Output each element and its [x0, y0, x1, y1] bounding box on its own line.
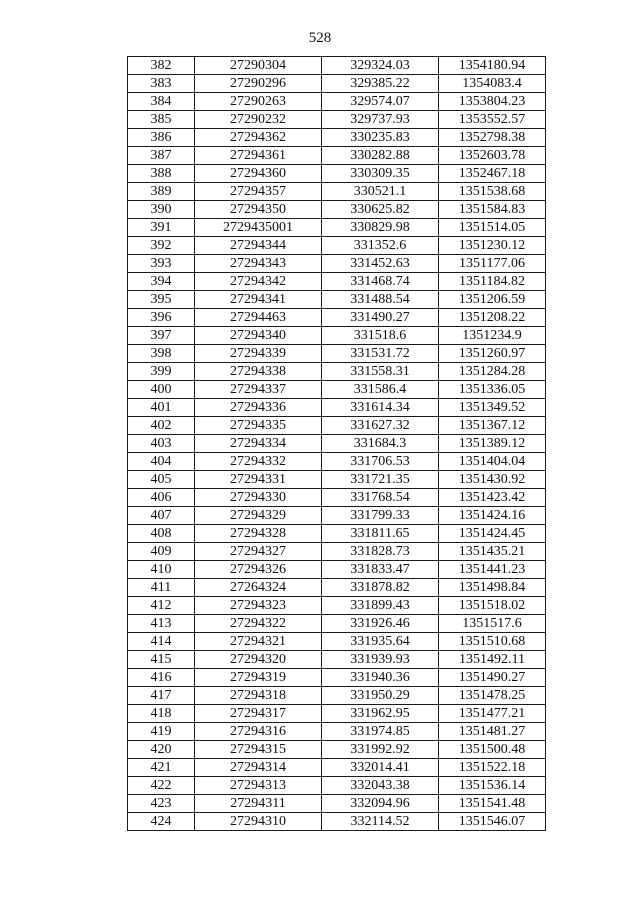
table-row [128, 741, 546, 759]
x-coordinate-cell: 331586.4 [322, 381, 439, 399]
y-coordinate-cell: 1351206.59 [439, 291, 546, 309]
table-row [128, 381, 546, 399]
y-coordinate-cell: 1351230.12 [439, 237, 546, 255]
y-coordinate-cell: 1351389.12 [439, 435, 546, 453]
point-id-cell: 27294341 [195, 291, 322, 309]
x-coordinate-cell: 330309.35 [322, 165, 439, 183]
point-id-cell: 27290232 [195, 111, 322, 129]
row-number-cell: 422 [128, 777, 195, 795]
row-number-cell: 408 [128, 525, 195, 543]
point-id-cell: 27294337 [195, 381, 322, 399]
y-coordinate-cell: 1352603.78 [439, 147, 546, 165]
x-coordinate-cell: 331627.32 [322, 417, 439, 435]
row-number-cell: 415 [128, 651, 195, 669]
row-number-cell: 416 [128, 669, 195, 687]
y-coordinate-cell: 1351424.45 [439, 525, 546, 543]
x-coordinate-cell: 332014.41 [322, 759, 439, 777]
table-row [128, 507, 546, 525]
y-coordinate-cell: 1351538.68 [439, 183, 546, 201]
point-id-cell: 27294313 [195, 777, 322, 795]
table-row [128, 777, 546, 795]
x-coordinate-cell: 331452.63 [322, 255, 439, 273]
table-row [128, 219, 546, 237]
row-number-cell: 399 [128, 363, 195, 381]
x-coordinate-cell: 331939.93 [322, 651, 439, 669]
row-number-cell: 421 [128, 759, 195, 777]
row-number-cell: 386 [128, 129, 195, 147]
row-number-cell: 383 [128, 75, 195, 93]
x-coordinate-cell: 331950.29 [322, 687, 439, 705]
y-coordinate-cell: 1354083.4 [439, 75, 546, 93]
row-number-cell: 410 [128, 561, 195, 579]
y-coordinate-cell: 1351517.6 [439, 615, 546, 633]
x-coordinate-cell: 330521.1 [322, 183, 439, 201]
y-coordinate-cell: 1352467.18 [439, 165, 546, 183]
table-row [128, 399, 546, 417]
table-row [128, 615, 546, 633]
x-coordinate-cell: 329574.07 [322, 93, 439, 111]
table-row [128, 111, 546, 129]
row-number-cell: 392 [128, 237, 195, 255]
table-row [128, 417, 546, 435]
y-coordinate-cell: 1351184.82 [439, 273, 546, 291]
y-coordinate-cell: 1351260.97 [439, 345, 546, 363]
table-row [128, 489, 546, 507]
x-coordinate-cell: 331352.6 [322, 237, 439, 255]
row-number-cell: 400 [128, 381, 195, 399]
y-coordinate-cell: 1351430.92 [439, 471, 546, 489]
point-id-cell: 27294322 [195, 615, 322, 633]
table-row [128, 795, 546, 813]
y-coordinate-cell: 1351367.12 [439, 417, 546, 435]
row-number-cell: 402 [128, 417, 195, 435]
x-coordinate-cell: 331974.85 [322, 723, 439, 741]
row-number-cell: 409 [128, 543, 195, 561]
point-id-cell: 27294311 [195, 795, 322, 813]
x-coordinate-cell: 331878.82 [322, 579, 439, 597]
point-id-cell: 27294350 [195, 201, 322, 219]
x-coordinate-cell: 331926.46 [322, 615, 439, 633]
y-coordinate-cell: 1351477.21 [439, 705, 546, 723]
point-id-cell: 27294329 [195, 507, 322, 525]
point-id-cell: 27294314 [195, 759, 322, 777]
table-row [128, 255, 546, 273]
row-number-cell: 407 [128, 507, 195, 525]
table-row [128, 309, 546, 327]
row-number-cell: 417 [128, 687, 195, 705]
table-row [128, 687, 546, 705]
point-id-cell: 27294361 [195, 147, 322, 165]
x-coordinate-cell: 330829.98 [322, 219, 439, 237]
point-id-cell: 27294321 [195, 633, 322, 651]
x-coordinate-cell: 331558.31 [322, 363, 439, 381]
row-number-cell: 393 [128, 255, 195, 273]
y-coordinate-cell: 1351518.02 [439, 597, 546, 615]
point-id-cell: 27294331 [195, 471, 322, 489]
point-id-cell: 27294332 [195, 453, 322, 471]
y-coordinate-cell: 1351546.07 [439, 813, 546, 831]
row-number-cell: 419 [128, 723, 195, 741]
table-row [128, 165, 546, 183]
table-row [128, 471, 546, 489]
row-number-cell: 384 [128, 93, 195, 111]
x-coordinate-cell: 331706.53 [322, 453, 439, 471]
x-coordinate-cell: 331962.95 [322, 705, 439, 723]
row-number-cell: 398 [128, 345, 195, 363]
point-id-cell: 27294319 [195, 669, 322, 687]
x-coordinate-cell: 331935.64 [322, 633, 439, 651]
point-id-cell: 27294317 [195, 705, 322, 723]
y-coordinate-cell: 1351522.18 [439, 759, 546, 777]
y-coordinate-cell: 1351478.25 [439, 687, 546, 705]
y-coordinate-cell: 1351284.28 [439, 363, 546, 381]
x-coordinate-cell: 331468.74 [322, 273, 439, 291]
point-id-cell: 27294323 [195, 597, 322, 615]
point-id-cell: 27294330 [195, 489, 322, 507]
y-coordinate-cell: 1351584.83 [439, 201, 546, 219]
row-number-cell: 397 [128, 327, 195, 345]
x-coordinate-cell: 331992.92 [322, 741, 439, 759]
row-number-cell: 388 [128, 165, 195, 183]
point-id-cell: 27294338 [195, 363, 322, 381]
point-id-cell: 27294310 [195, 813, 322, 831]
point-id-cell: 27294463 [195, 309, 322, 327]
x-coordinate-cell: 332043.38 [322, 777, 439, 795]
point-id-cell: 27294362 [195, 129, 322, 147]
table-row [128, 651, 546, 669]
table-row [128, 525, 546, 543]
y-coordinate-cell: 1352798.38 [439, 129, 546, 147]
y-coordinate-cell: 1351349.52 [439, 399, 546, 417]
x-coordinate-cell: 331614.34 [322, 399, 439, 417]
table-row [128, 543, 546, 561]
table-row [128, 435, 546, 453]
table-row [128, 291, 546, 309]
row-number-cell: 385 [128, 111, 195, 129]
point-id-cell: 27294343 [195, 255, 322, 273]
y-coordinate-cell: 1351177.06 [439, 255, 546, 273]
table-row [128, 363, 546, 381]
point-id-cell: 27294327 [195, 543, 322, 561]
row-number-cell: 418 [128, 705, 195, 723]
x-coordinate-cell: 331828.73 [322, 543, 439, 561]
y-coordinate-cell: 1351541.48 [439, 795, 546, 813]
y-coordinate-cell: 1351498.84 [439, 579, 546, 597]
y-coordinate-cell: 1351423.42 [439, 489, 546, 507]
x-coordinate-cell: 331488.54 [322, 291, 439, 309]
table-row [128, 129, 546, 147]
row-number-cell: 403 [128, 435, 195, 453]
point-id-cell: 2729435001 [195, 219, 322, 237]
table-row [128, 183, 546, 201]
page-number: 528 [308, 30, 332, 46]
table-row [128, 453, 546, 471]
point-id-cell: 27264324 [195, 579, 322, 597]
table-row [128, 813, 546, 831]
x-coordinate-cell: 331490.27 [322, 309, 439, 327]
table-row [128, 237, 546, 255]
x-coordinate-cell: 331768.54 [322, 489, 439, 507]
point-id-cell: 27294335 [195, 417, 322, 435]
row-number-cell: 420 [128, 741, 195, 759]
point-id-cell: 27294318 [195, 687, 322, 705]
y-coordinate-cell: 1351514.05 [439, 219, 546, 237]
table-row [128, 759, 546, 777]
x-coordinate-cell: 331940.36 [322, 669, 439, 687]
point-id-cell: 27290304 [195, 57, 322, 75]
point-id-cell: 27294340 [195, 327, 322, 345]
point-id-cell: 27294334 [195, 435, 322, 453]
table-row [128, 273, 546, 291]
table-row [128, 561, 546, 579]
row-number-cell: 389 [128, 183, 195, 201]
point-id-cell: 27294357 [195, 183, 322, 201]
row-number-cell: 412 [128, 597, 195, 615]
y-coordinate-cell: 1353552.57 [439, 111, 546, 129]
point-id-cell: 27294316 [195, 723, 322, 741]
point-id-cell: 27290296 [195, 75, 322, 93]
point-id-cell: 27294360 [195, 165, 322, 183]
x-coordinate-cell: 331684.3 [322, 435, 439, 453]
point-id-cell: 27294336 [195, 399, 322, 417]
table-row [128, 579, 546, 597]
table-row [128, 633, 546, 651]
y-coordinate-cell: 1351492.11 [439, 651, 546, 669]
row-number-cell: 404 [128, 453, 195, 471]
point-id-cell: 27294342 [195, 273, 322, 291]
x-coordinate-cell: 330625.82 [322, 201, 439, 219]
coordinates-table [127, 56, 546, 831]
point-id-cell: 27294320 [195, 651, 322, 669]
table-row [128, 57, 546, 75]
y-coordinate-cell: 1351336.05 [439, 381, 546, 399]
y-coordinate-cell: 1351424.16 [439, 507, 546, 525]
y-coordinate-cell: 1351234.9 [439, 327, 546, 345]
x-coordinate-cell: 332094.96 [322, 795, 439, 813]
table-row [128, 147, 546, 165]
row-number-cell: 395 [128, 291, 195, 309]
table-row [128, 345, 546, 363]
y-coordinate-cell: 1351500.48 [439, 741, 546, 759]
y-coordinate-cell: 1351510.68 [439, 633, 546, 651]
x-coordinate-cell: 331531.72 [322, 345, 439, 363]
x-coordinate-cell: 331799.33 [322, 507, 439, 525]
row-number-cell: 382 [128, 57, 195, 75]
x-coordinate-cell: 331833.47 [322, 561, 439, 579]
row-number-cell: 406 [128, 489, 195, 507]
row-number-cell: 424 [128, 813, 195, 831]
table-row [128, 723, 546, 741]
y-coordinate-cell: 1351441.23 [439, 561, 546, 579]
table-row [128, 705, 546, 723]
table-row [128, 669, 546, 687]
row-number-cell: 396 [128, 309, 195, 327]
table-row [128, 597, 546, 615]
row-number-cell: 391 [128, 219, 195, 237]
x-coordinate-cell: 330235.83 [322, 129, 439, 147]
table-row [128, 327, 546, 345]
y-coordinate-cell: 1351435.21 [439, 543, 546, 561]
y-coordinate-cell: 1353804.23 [439, 93, 546, 111]
row-number-cell: 401 [128, 399, 195, 417]
table-row [128, 201, 546, 219]
y-coordinate-cell: 1351481.27 [439, 723, 546, 741]
point-id-cell: 27294328 [195, 525, 322, 543]
row-number-cell: 387 [128, 147, 195, 165]
x-coordinate-cell: 331811.65 [322, 525, 439, 543]
row-number-cell: 423 [128, 795, 195, 813]
x-coordinate-cell: 329737.93 [322, 111, 439, 129]
point-id-cell: 27290263 [195, 93, 322, 111]
point-id-cell: 27294344 [195, 237, 322, 255]
x-coordinate-cell: 329324.03 [322, 57, 439, 75]
row-number-cell: 390 [128, 201, 195, 219]
y-coordinate-cell: 1354180.94 [439, 57, 546, 75]
row-number-cell: 414 [128, 633, 195, 651]
y-coordinate-cell: 1351404.04 [439, 453, 546, 471]
x-coordinate-cell: 330282.88 [322, 147, 439, 165]
x-coordinate-cell: 332114.52 [322, 813, 439, 831]
row-number-cell: 413 [128, 615, 195, 633]
y-coordinate-cell: 1351536.14 [439, 777, 546, 795]
row-number-cell: 405 [128, 471, 195, 489]
point-id-cell: 27294326 [195, 561, 322, 579]
x-coordinate-cell: 331518.6 [322, 327, 439, 345]
x-coordinate-cell: 331721.35 [322, 471, 439, 489]
table-row [128, 75, 546, 93]
y-coordinate-cell: 1351490.27 [439, 669, 546, 687]
x-coordinate-cell: 329385.22 [322, 75, 439, 93]
point-id-cell: 27294315 [195, 741, 322, 759]
row-number-cell: 411 [128, 579, 195, 597]
x-coordinate-cell: 331899.43 [322, 597, 439, 615]
table-row [128, 93, 546, 111]
point-id-cell: 27294339 [195, 345, 322, 363]
coordinates-table-body [128, 57, 546, 831]
row-number-cell: 394 [128, 273, 195, 291]
y-coordinate-cell: 1351208.22 [439, 309, 546, 327]
